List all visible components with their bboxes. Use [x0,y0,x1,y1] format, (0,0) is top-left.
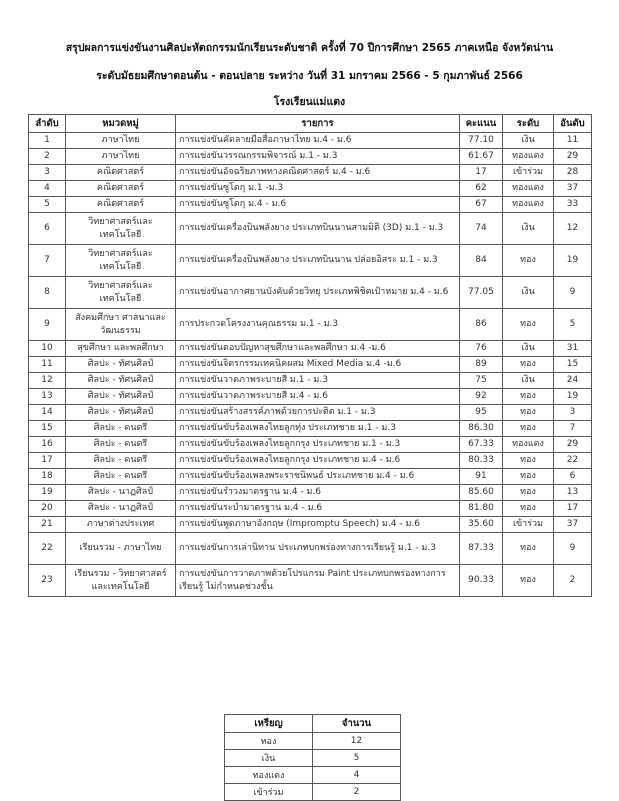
row-medal-level: เข้าร่วม [503,165,554,181]
row-rank: 19 [554,245,592,277]
row-rank: 22 [554,453,592,469]
row-medal-level: ทอง [503,309,554,341]
table-row [29,565,592,597]
row-medal-level: ทอง [503,453,554,469]
table-row [29,245,592,277]
row-event: การแข่งขันการเล่านิทาน ประเภทบกพร่องทางการเรียนรู้ ม.1 - ม.3 [176,533,460,565]
table-row [29,341,592,357]
table-row [29,277,592,309]
results-header-row [29,115,592,133]
row-event: การแข่งขันคัดลายมือสื่อภาษาไทย ม.4 - ม.6 [176,133,460,149]
row-score: 90.33 [460,565,503,597]
row-number: 15 [29,421,66,437]
row-rank: 37 [554,517,592,533]
row-rank: 29 [554,149,592,165]
row-number: 21 [29,517,66,533]
row-number: 20 [29,501,66,517]
summary-count: 2 [313,784,401,801]
row-score: 17 [460,165,503,181]
row-number: 5 [29,197,66,213]
row-score: 61.67 [460,149,503,165]
row-rank: 2 [554,565,592,597]
row-medal-level: ทอง [503,533,554,565]
col-header-event: รายการ [176,115,460,133]
row-medal-level: ทอง [503,469,554,485]
row-category: คณิตศาสตร์ [66,181,176,197]
row-number: 3 [29,165,66,181]
row-score: 75 [460,373,503,389]
row-medal-level: ทองแดง [503,181,554,197]
row-rank: 15 [554,357,592,373]
row-category: ศิลปะ - ทัศนศิลป์ [66,405,176,421]
row-number: 8 [29,277,66,309]
row-category: สุขศึกษา และพลศึกษา [66,341,176,357]
row-rank: 13 [554,485,592,501]
summary-count: 5 [313,750,401,767]
row-event: การแข่งขันขับร้องเพลงพระราชนิพนธ์ ประเภทชาย ม.4 - ม.6 [176,469,460,485]
col-header-rank: อันดับ [554,115,592,133]
row-category: วิทยาศาสตร์และเทคโนโลยี [66,213,176,245]
row-score: 84 [460,245,503,277]
row-score: 86.30 [460,421,503,437]
row-category: ศิลปะ - ดนตรี [66,469,176,485]
row-category: ศิลปะ - ดนตรี [66,437,176,453]
row-category: ศิลปะ - นาฏศิลป์ [66,485,176,501]
row-event: การแข่งขันรำวงมาตรฐาน ม.4 - ม.6 [176,485,460,501]
row-category: ศิลปะ - นาฏศิลป์ [66,501,176,517]
table-row [29,181,592,197]
row-rank: 28 [554,165,592,181]
row-medal-level: ทอง [503,405,554,421]
row-number: 18 [29,469,66,485]
row-rank: 3 [554,405,592,421]
row-category: ศิลปะ - ทัศนศิลป์ [66,389,176,405]
row-rank: 9 [554,277,592,309]
row-score: 80.33 [460,453,503,469]
col-header-score: คะแนน [460,115,503,133]
row-number: 23 [29,565,66,597]
report-subtitle-level-dates: ระดับมัธยมศึกษาตอนต้น - ตอนปลาย ระหว่าง วันที่ 31 มกราคม 2566 - 5 กุมภาพันธ์ 2566 [96,70,523,82]
row-category: คณิตศาสตร์ [66,197,176,213]
col-header-count: จำนวน [313,715,401,733]
row-score: 74 [460,213,503,245]
summary-medal: เข้าร่วม [225,784,313,801]
row-rank: 7 [554,421,592,437]
row-number: 19 [29,485,66,501]
row-event: การแข่งขันขับร้องเพลงไทยลูกกรุง ประเภทชาย ม.4 - ม.6 [176,453,460,469]
row-number: 10 [29,341,66,357]
row-event: การแข่งขันซูโดกุ ม.4 - ม.6 [176,197,460,213]
row-medal-level: ทองแดง [503,197,554,213]
row-number: 2 [29,149,66,165]
row-medal-level: เงิน [503,373,554,389]
summary-header-row [225,715,401,733]
table-row [29,517,592,533]
row-score: 67.33 [460,437,503,453]
row-score: 76 [460,341,503,357]
row-event: การแข่งขันสร้างสรรค์ภาพด้วยการปะติด ม.1 - ม.3 [176,405,460,421]
row-category: ภาษาไทย [66,149,176,165]
row-score: 92 [460,389,503,405]
row-event: การแข่งขันเครื่องบินพลังยาง ประเภทบินนาน ปล่อยอิสระ ม.1 - ม.3 [176,245,460,277]
row-medal-level: เงิน [503,133,554,149]
row-number: 11 [29,357,66,373]
row-number: 7 [29,245,66,277]
table-row [29,453,592,469]
row-event: การแข่งขันวาดภาพระบายสี ม.1 - ม.3 [176,373,460,389]
row-category: ภาษาไทย [66,133,176,149]
row-event: การแข่งขันการวาดภาพด้วยโปรแกรม Paint ประเภทบกพร่องทางการเรียนรู้ ไม่กำหนดช่วงชั้น [176,565,460,597]
row-medal-level: ทอง [503,421,554,437]
school-name: โรงเรียนแม่แตง [273,96,346,108]
row-event: การแข่งขันวาดภาพระบายสี ม.4 - ม.6 [176,389,460,405]
col-header-medal: เหรียญ [225,715,313,733]
col-header-level: ระดับ [503,115,554,133]
row-event: การประกวดโครงงานคุณธรรม ม.1 - ม.3 [176,309,460,341]
col-header-no: ลำดับ [29,115,66,133]
table-row [29,501,592,517]
row-category: สังคมศึกษา ศาสนาและวัฒนธรรม [66,309,176,341]
row-number: 6 [29,213,66,245]
row-number: 17 [29,453,66,469]
row-rank: 17 [554,501,592,517]
row-medal-level: ทอง [503,357,554,373]
table-row [29,213,592,245]
row-score: 77.10 [460,133,503,149]
row-rank: 11 [554,133,592,149]
row-score: 86 [460,309,503,341]
row-score: 62 [460,181,503,197]
row-event: การแข่งขันวรรณกรรมพิจารณ์ ม.1 - ม.3 [176,149,460,165]
row-category: คณิตศาสตร์ [66,165,176,181]
row-medal-level: เงิน [503,213,554,245]
row-medal-level: ทอง [503,565,554,597]
table-row [29,421,592,437]
row-score: 77.05 [460,277,503,309]
row-event: การแข่งขันขับร้องเพลงไทยลูกกรุง ประเภทชาย ม.1 - ม.3 [176,437,460,453]
row-score: 91 [460,469,503,485]
row-score: 85.60 [460,485,503,501]
row-score: 67 [460,197,503,213]
row-rank: 31 [554,341,592,357]
row-category: เรียนรวม - ภาษาไทย [66,533,176,565]
summary-row [225,784,401,801]
row-rank: 6 [554,469,592,485]
row-number: 13 [29,389,66,405]
row-score: 81.80 [460,501,503,517]
row-number: 1 [29,133,66,149]
row-rank: 5 [554,309,592,341]
row-medal-level: ทอง [503,245,554,277]
row-score: 87.33 [460,533,503,565]
row-category: ศิลปะ - ดนตรี [66,453,176,469]
table-row [29,373,592,389]
row-rank: 29 [554,437,592,453]
summary-row [225,767,401,784]
row-category: วิทยาศาสตร์และเทคโนโลยี [66,277,176,309]
row-medal-level: ทอง [503,389,554,405]
col-header-category: หมวดหมู่ [66,115,176,133]
table-row [29,405,592,421]
table-row [29,309,592,341]
table-row [29,389,592,405]
table-row [29,533,592,565]
row-rank: 9 [554,533,592,565]
table-row [29,149,592,165]
row-number: 12 [29,373,66,389]
row-category: ศิลปะ - ทัศนศิลป์ [66,373,176,389]
row-event: การแข่งขันพูดภาษาอังกฤษ (Impromptu Speech) ม.4 - ม.6 [176,517,460,533]
row-rank: 12 [554,213,592,245]
row-medal-level: ทองแดง [503,437,554,453]
row-event: การแข่งขันระบำมาตรฐาน ม.4 - ม.6 [176,501,460,517]
row-medal-level: เงิน [503,341,554,357]
row-event: การแข่งขันอัจฉริยภาพทางคณิตศาสตร์ ม.4 - ม.6 [176,165,460,181]
row-score: 89 [460,357,503,373]
row-event: การแข่งขันซูโดกุ ม.1 -ม.3 [176,181,460,197]
table-row [29,469,592,485]
table-row [29,133,592,149]
row-event: การแข่งขันตอบปัญหาสุขศึกษาและพลศึกษา ม.4 -ม.6 [176,341,460,357]
row-rank: 19 [554,389,592,405]
row-category: วิทยาศาสตร์และเทคโนโลยี [66,245,176,277]
row-number: 9 [29,309,66,341]
table-row [29,197,592,213]
summary-medal: เงิน [225,750,313,767]
row-medal-level: เข้าร่วม [503,517,554,533]
row-medal-level: ทอง [503,485,554,501]
row-rank: 24 [554,373,592,389]
summary-row [225,733,401,750]
row-event: การแข่งขันเครื่องบินพลังยาง ประเภทบินนานสามมิติ (3D) ม.1 - ม.3 [176,213,460,245]
row-number: 22 [29,533,66,565]
report-title: สรุปผลการแข่งขันงานศิลปะหัตถกรรมนักเรียนระดับชาติ ครั้งที่ 70 ปีการศึกษา 2565 ภาคเหนือ จังหวัดน่าน [65,42,554,54]
summary-count: 12 [313,733,401,750]
row-score: 95 [460,405,503,421]
table-row [29,165,592,181]
summary-row [225,750,401,767]
row-event: การแข่งขันขับร้องเพลงไทยลูกทุ่ง ประเภทชาย ม.1 - ม.3 [176,421,460,437]
row-category: ภาษาต่างประเทศ [66,517,176,533]
row-medal-level: เงิน [503,277,554,309]
row-medal-level: ทองแดง [503,149,554,165]
table-row [29,485,592,501]
row-number: 16 [29,437,66,453]
table-row [29,357,592,373]
row-rank: 37 [554,181,592,197]
row-category: ศิลปะ - ดนตรี [66,421,176,437]
row-number: 14 [29,405,66,421]
row-event: การแข่งขันจิตรกรรมเทคนิคผสม Mixed Media ม.4 -ม.6 [176,357,460,373]
summary-medal: ทองแดง [225,767,313,784]
row-medal-level: ทอง [503,501,554,517]
row-score: 35.60 [460,517,503,533]
row-number: 4 [29,181,66,197]
summary-medal: ทอง [225,733,313,750]
summary-count: 4 [313,767,401,784]
row-rank: 33 [554,197,592,213]
results-table [28,114,592,597]
row-event: การแข่งขันอากาศยานบังคับด้วยวิทยุ ประเภทพิชิตเป้าหมาย ม.4 - ม.6 [176,277,460,309]
row-category: เรียนรวม - วิทยาศาสตร์และเทคโนโลยี [66,565,176,597]
medal-summary-table [224,714,401,801]
row-category: ศิลปะ - ทัศนศิลป์ [66,357,176,373]
table-row [29,437,592,453]
